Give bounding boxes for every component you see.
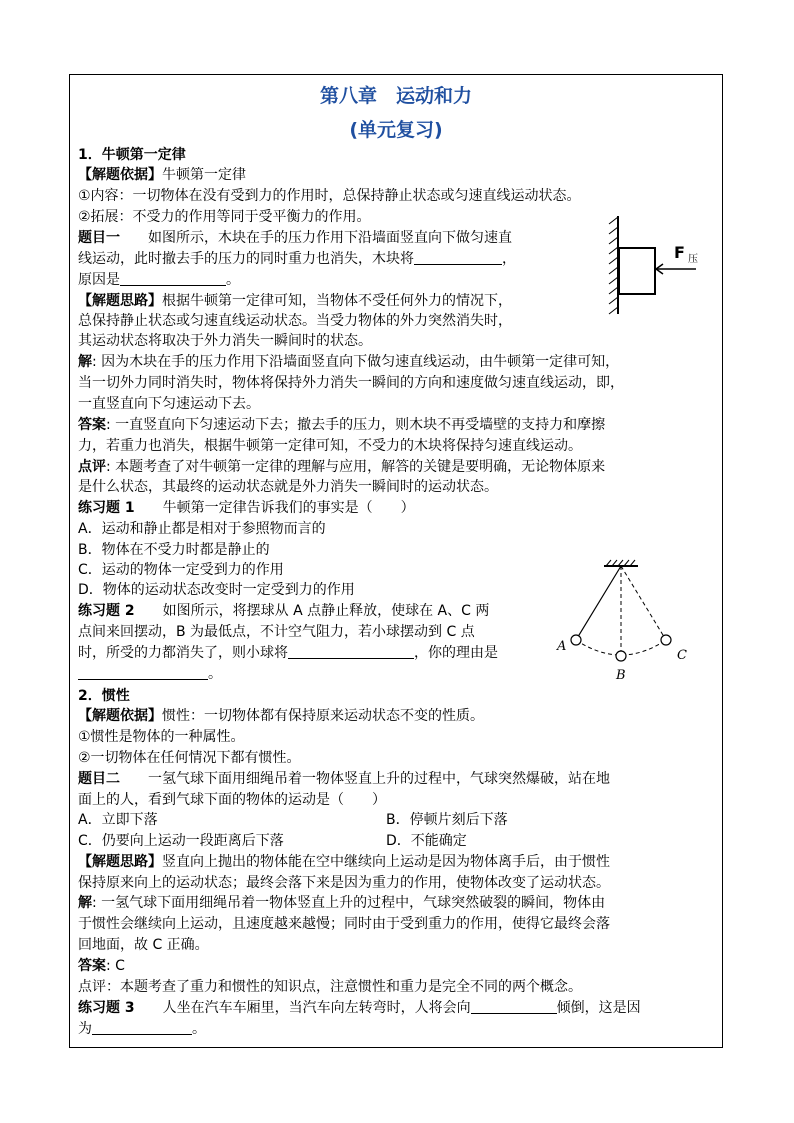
s2-basis [78, 706, 484, 726]
solution-tag: 解 [78, 354, 92, 370]
ball-c [661, 635, 671, 645]
s1-basis [78, 165, 246, 185]
basis-tag: 【解题依据】 [78, 708, 162, 724]
q1-text-3-end: 。 [226, 272, 240, 288]
s1-answer-1 [78, 415, 605, 435]
p3-line-2 [78, 1019, 206, 1039]
solution-text-1: : 一氢气球下面用细绳吊着一物体竖直上升的过程中，气球突然破裂的瞬间，物体由 [92, 895, 606, 911]
p2-text-3a: 时，所受的力都消失了，则小球将 [78, 645, 288, 661]
s2-point-1: ①惯性是物体的一种属性。 [78, 729, 245, 745]
p3-label: 练习题 3 [78, 1000, 135, 1016]
p2-answer-blank-1[interactable] [288, 644, 414, 659]
s1-solution-3: 一直竖直向下匀速运动下去。 [78, 396, 260, 412]
p1-option-a[interactable]: A．运动和静止都是相对于参照物而言的 [78, 521, 326, 537]
s2-think-2: 保持原来向上的运动状态；最终会落下来是因为重力的作用，使物体改变了运动状态。 [78, 875, 610, 891]
p3-text-1b: 倾倒，这是因 [556, 1000, 641, 1016]
p1-text: 牛顿第一定律告诉我们的事实是（ ） [162, 500, 415, 516]
page-subtitle: (单元复习) [349, 119, 443, 141]
q2-label: 题目二 [78, 771, 120, 787]
think-text-1: 根据牛顿第一定律可知，当物体不受任何外力的情况下， [162, 293, 512, 309]
s1-content: ①内容：一切物体在没有受到力的作用时，总保持静止状态或匀速直线运动状态。 [78, 188, 581, 204]
p2-line-4 [78, 664, 222, 684]
p1-option-b[interactable]: B．物体在不受力时都是静止的 [78, 542, 270, 558]
solution-text-1: : 因为木块在手的压力作用下沿墙面竖直向下做匀速直线运动，由牛顿第一定律可知， [92, 354, 620, 370]
force-label: F [674, 243, 685, 262]
wall-block-figure [606, 214, 716, 318]
force-sub-label: 压 [688, 254, 698, 265]
p2-text-3b: ，你的理由是 [414, 645, 498, 661]
p3-text-2a: 为 [78, 1021, 92, 1037]
solution-tag: 解 [78, 895, 92, 911]
answer-text-1: : 一直竖直向下匀速运动下去；撤去手的压力，则木块不再受墙壁的支持力和摩擦 [106, 417, 606, 433]
s2-solution-1 [78, 893, 605, 913]
p2-line-1 [78, 601, 489, 621]
p2-text-4-end: 。 [208, 666, 222, 682]
think-text-1: 竖直向上抛出的物体能在空中继续向上运动是因为物体离手后，由于惯性 [162, 854, 610, 870]
comment-text-1: : 本题考查了对牛顿第一定律的理解与应用，解答的关键是要明确，无论物体原来 [106, 459, 606, 475]
p2-line-2: 点间来回摆动，B 为最低点，不计空气阻力，若小球摆动到 C 点 [78, 624, 475, 640]
q1-label: 题目一 [78, 230, 120, 246]
pendulum-string [576, 566, 621, 640]
section-1-heading: 1．牛顿第一定律 [78, 147, 186, 163]
s1-think-3: 其运动状态将取决于外力消失一瞬间时的状态。 [78, 333, 372, 349]
ball-a [571, 635, 581, 645]
think-tag: 【解题思路】 [78, 293, 162, 309]
s1-comment-2: 是什么状态，其最终的运动状态就是外力消失一瞬间时的运动状态。 [78, 479, 498, 495]
q1-text-2: 线运动，此时撤去手的压力的同时重力也消失，木块将 [78, 251, 414, 267]
p2-label: 练习题 2 [78, 603, 135, 619]
q2-line-2: 面上的人，看到气球下面的物体的运动是（ ） [78, 792, 386, 808]
q2-option-a[interactable]: A．立即下落 [78, 812, 158, 828]
p3-answer-blank-1[interactable] [471, 999, 557, 1014]
s2-point-2: ②一切物体在任何情况下都有惯性。 [78, 750, 301, 766]
basis-text: 牛顿第一定律 [162, 167, 246, 183]
q2-option-b[interactable]: B．停顿片刻后下落 [386, 812, 508, 828]
q1-line-1 [78, 228, 512, 248]
s2-comment: 点评：本题考查了重力和惯性的知识点，注意惯性和重力是完全不同的两个概念。 [78, 979, 582, 995]
q1-text-2-end: ， [502, 251, 516, 267]
p3-text-2-end: 。 [192, 1021, 206, 1037]
s1-solution-2: 当一切外力同时消失时，物体将保持外力消失一瞬间的方向和速度做匀速直线运动，即， [78, 375, 624, 391]
s1-think-2: 总保持静止状态或匀速直线运动状态。当受力物体的外力突然消失时， [78, 313, 512, 329]
p1-label: 练习题 1 [78, 500, 135, 516]
q2-text-1: 一氢气球下面用细绳吊着一物体竖直上升的过程中，气球突然爆破，站在地 [148, 771, 610, 787]
q1-text-3: 原因是 [78, 272, 120, 288]
p1-option-c[interactable]: C．运动的物体一定受到力的作用 [78, 562, 284, 578]
s1-solution-1 [78, 352, 619, 372]
basis-tag: 【解题依据】 [78, 167, 162, 183]
p2-line-3 [78, 643, 498, 663]
pendulum-figure [548, 558, 700, 684]
label-b: B [616, 668, 626, 683]
q1-line-3 [78, 270, 240, 290]
q2-option-d[interactable]: D．不能确定 [386, 833, 467, 849]
think-tag: 【解题思路】 [78, 854, 162, 870]
answer-text: : C [106, 958, 125, 974]
s2-think-1 [78, 852, 610, 872]
s1-comment-1 [78, 457, 605, 477]
s1-think-1 [78, 291, 512, 311]
s2-answer [78, 956, 125, 976]
s2-solution-2: 于惯性会继续向上运动，且速度越来越慢；同时由于受到重力的作用，使得它最终会落 [78, 916, 610, 932]
p2-text-1: 如图所示，将摆球从 A 点静止释放，使球在 A、C 两 [162, 603, 490, 619]
q2-option-c[interactable]: C．仍要向上运动一段距离后下落 [78, 833, 284, 849]
p3-line-1 [78, 998, 641, 1018]
comment-tag: 点评 [78, 459, 106, 475]
p2-answer-blank-2[interactable] [78, 665, 208, 680]
ball-b [616, 651, 626, 661]
s1-extension: ②拓展：不受力的作用等同于受平衡力的作用。 [78, 209, 371, 225]
label-a: A [557, 639, 567, 654]
p3-text-1a: 人坐在汽车车厢里，当汽车向左转弯时，人将会向 [162, 1000, 471, 1016]
basis-text: 惯性：一切物体都有保持原来运动状态不变的性质。 [162, 708, 484, 724]
q1-answer-blank-2[interactable] [120, 271, 226, 286]
s2-solution-3: 回地面，故 C 正确。 [78, 937, 209, 953]
section-2-heading: 2．惯性 [78, 688, 130, 704]
answer-tag: 答案 [78, 958, 106, 974]
q1-text-1: 如图所示，木块在手的压力作用下沿墙面竖直向下做匀速直 [148, 230, 512, 246]
q1-answer-blank-1[interactable] [414, 250, 502, 265]
p1-question [78, 498, 415, 518]
p3-answer-blank-2[interactable] [92, 1020, 192, 1035]
block [619, 248, 655, 294]
q1-line-2 [78, 249, 516, 269]
p1-option-d[interactable]: D．物体的运动状态改变时一定受到力的作用 [78, 582, 355, 598]
answer-tag: 答案 [78, 417, 106, 433]
s1-answer-2: 力，若重力也消失，根据牛顿第一定律可知，不受力的木块将保持匀速直线运动。 [78, 438, 582, 454]
label-c: C [677, 648, 687, 663]
page-title: 第八章 运动和力 [319, 85, 472, 107]
q2-line-1 [78, 769, 610, 789]
